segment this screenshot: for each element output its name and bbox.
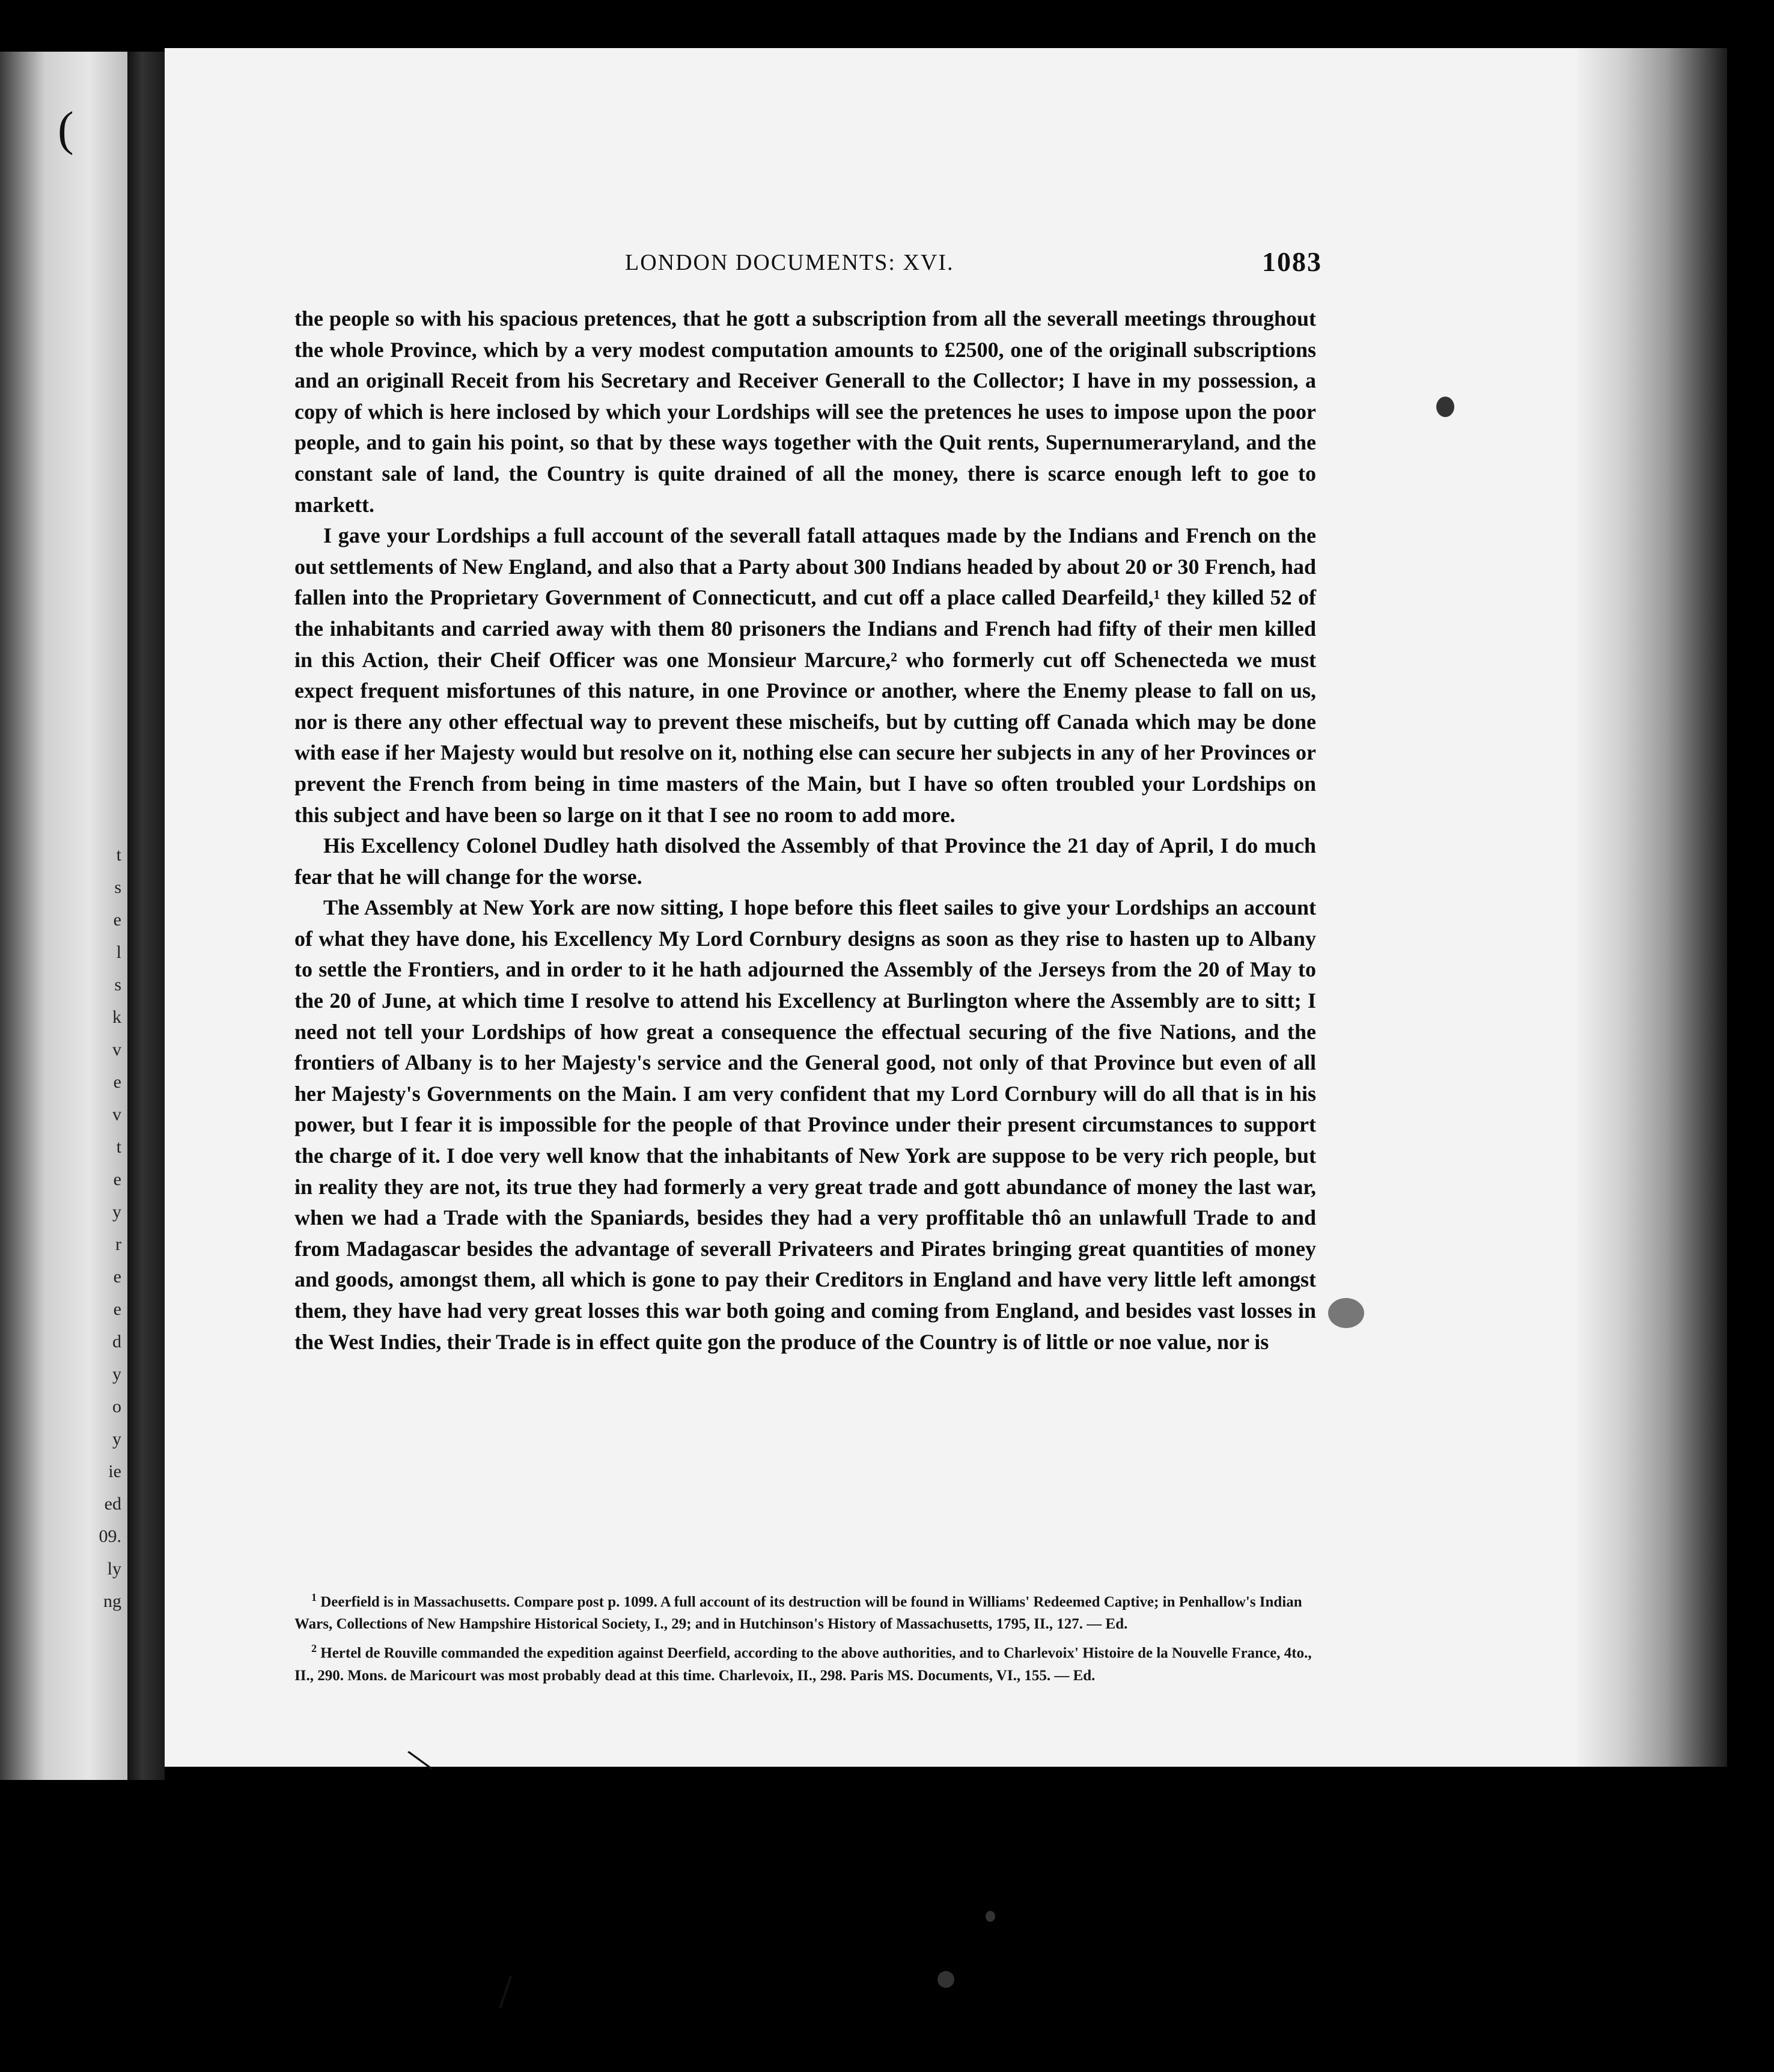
scan-scratch-mark: \ <box>402 1738 439 1783</box>
scan-speck <box>986 1911 995 1922</box>
facing-page-margin-char: e <box>113 1169 121 1189</box>
paragraph-4: The Assembly at New York are now sitting, I hope before this fleet sailes to give your Lordships an account of what they have done, his Excellency My Lord Cornbury designs as soon as they rise to hasten up to Albany to settle the Frontiers, and in order to it he hath adjourned the Assembly of the Jerseys from the 20 of May to the 20 of June, at which time I resolve to attend his Excellency at Burlington where the Assembly are to sitt; I need not tell your Lordships of how great a consequence the effectual securing of the five Nations, and the frontiers of Albany is to her Majesty's service and the General good, not only of that Province but even of all her Majesty's Governments on the Main. I am very confident that my Lord Cornbury will do all that is in his power, but I fear it is impossible for the people of that Province under their present circumstances to support the charge of it. I doe very well know that the inhabitants of New York are suppose to be very rich people, but in reality they are not, its true they had formerly a very great trade and gott abundance of money the last war, when we had a Trade with the Spaniards, besides they had a very proffitable thô an unlawfull Trade to and from Madagascar besides the advantage of severall Privateers and Pirates bringing great quantities of money and goods, amongst them, all which is gone to pay their Creditors in England and have very little left amongst them, they have had very great losses this war both going and coming from England, and besides vast losses in the West Indies, their Trade is in effect quite gon the produce of the Country is of little or noe value, nor is <box>294 895 1316 1354</box>
page-right-edge-shadow <box>1577 48 1727 1767</box>
facing-page-margin-char: ly <box>107 1559 121 1579</box>
facing-page-margin-text <box>0 52 127 1780</box>
facing-page-margin-char: r <box>115 1234 121 1254</box>
scan-speck <box>1436 397 1454 417</box>
scan-scratch-mark: / <box>499 1966 513 2019</box>
facing-page-margin-char: ed <box>104 1494 121 1514</box>
footnote-2-text: Hertel de Rouville commanded the expedition against Deerfield, according to the above authorities, and to Charlevoix' Histoire de la Nouvelle France, 4to., II., 290. Mons. de Maricourt was most probably dead at this time. Charlevoix, II., 298. Paris MS. Documents, VI., 155. — Ed. <box>294 1645 1312 1684</box>
footnote-1-text: Deerfield is in Massachusetts. Compare post p. 1099. A full account of its destruction will be found in Williams' Redeemed Captive; in Penhallow's Indian Wars, Collections of New Hampshire Historical Society, I., 29; and in Hutchinson's History of Massachusetts, 1795, II., 127. — Ed. <box>294 1594 1302 1633</box>
facing-page-margin-char: k <box>112 1007 121 1027</box>
facing-page-margin-char: ng <box>103 1591 121 1611</box>
running-head <box>457 246 1322 285</box>
scan-speck <box>937 1971 954 1988</box>
footnotes <box>294 1586 1334 1689</box>
facing-page-margin-char: t <box>116 845 121 865</box>
footnote-1-mark: 1 <box>311 1591 317 1603</box>
page-number: 1083 <box>1262 246 1322 277</box>
body-text <box>294 303 1316 1357</box>
paragraph-2: I gave your Lordships a full account of the severall fatall attaques made by the Indians and French on the out settlements of New England, and also that a Party about 300 Indians headed by about 20 or 30 French, had fallen into the Proprietary Government of Connecticutt, and cut off a place called Dearfeild,¹ they killed 52 of the inhabitants and carried away with them 80 prisoners the Indians and French had fifty of their men killed in this Action, their Cheif Officer was one Monsieur Marcure,² who formerly cut off Schenecteda we must expect frequent misfortunes of this nature, in one Province or another, where the Enemy please to fall on us, nor is there any other effectual way to prevent these mischeifs, but by cutting off Canada which may be done with ease if her Majesty would but resolve on it, nothing else can secure her subjects in any of her Provinces or prevent the French from being in time masters of the Main, but I have so often troubled your Lordships on this subject and have been so large on it that I see no room to add more. <box>294 523 1316 827</box>
facing-page-margin-char: s <box>114 877 121 897</box>
facing-page-margin-char: l <box>116 942 121 962</box>
paragraph-3: His Excellency Colonel Dudley hath disolved the Assembly of that Province the 21 day of April, I do much fear that he will change for the worse. <box>294 833 1316 889</box>
facing-page-margin-char: v <box>112 1040 121 1059</box>
facing-page-margin-char: t <box>116 1137 121 1157</box>
facing-page-edge <box>0 52 127 1780</box>
paragraph-1: the people so with his spacious pretences, that he gott a subscription from all the severall meetings throughout the whole Province, which by a very modest computation amounts to £2500, one of the originall subscriptions and an originall Receit from his Secretary and Receiver Generall to the Collector; I have in my possession, a copy of which is here inclosed by which your Lordships will see the pretences he uses to impose upon the poor people, and to gain his point, so that by these ways together with the Quit rents, Supernumeraryland, and the constant sale of land, the Country is quite drained of all the money, there is scarce enough left to goe to markett. <box>294 306 1316 517</box>
scan-speck <box>1328 1298 1364 1328</box>
facing-page-margin-char: v <box>112 1105 121 1124</box>
facing-page-margin-char: e <box>113 910 121 930</box>
facing-page-margin-char: d <box>112 1332 121 1351</box>
footnote-2 <box>294 1638 1334 1686</box>
facing-page-margin-char: 09. <box>99 1526 121 1546</box>
scan-scratch-mark: ( <box>58 103 74 156</box>
running-head-title: LONDON DOCUMENTS: XVI. <box>625 250 954 275</box>
facing-page-margin-char: y <box>112 1364 121 1384</box>
facing-page-margin-char: e <box>113 1072 121 1092</box>
facing-page-margin-char: y <box>112 1202 121 1222</box>
book-gutter <box>127 52 165 1780</box>
facing-page-margin-char: s <box>114 975 121 995</box>
facing-page-margin-char: o <box>112 1397 121 1416</box>
footnote-2-mark: 2 <box>311 1642 317 1655</box>
facing-page-margin-char: e <box>113 1267 121 1287</box>
facing-page-margin-char: ie <box>108 1461 121 1481</box>
footnote-1 <box>294 1586 1334 1635</box>
facing-page-margin-char: y <box>112 1429 121 1449</box>
facing-page-margin-char: e <box>113 1299 121 1319</box>
